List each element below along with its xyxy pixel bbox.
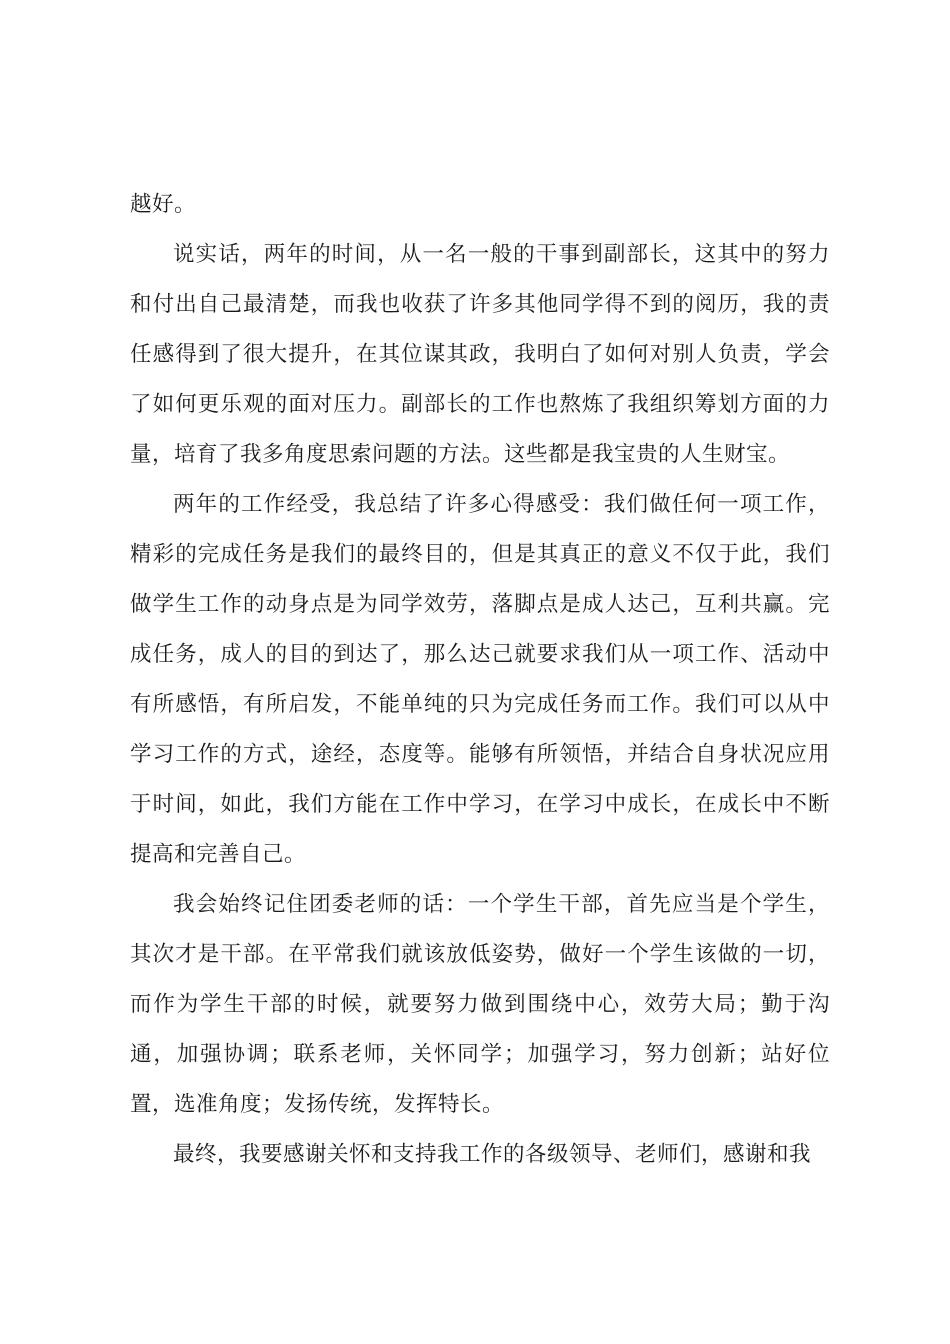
paragraph-advice: 我会始终记住团委老师的话：一个学生干部，首先应当是个学生，其次才是干部。在平常我们就该放低姿势，做好一个学生该做的一切，而作为学生干部的时候，就要努力做到围绕中心，效劳大局；勤于沟通，加强协调；联系老师，关怀同学；加强学习，努力创新；站好位置，选准角度；发扬传统，发挥特长。 (130, 892, 830, 1117)
paragraph-thanks: 最终，我要感谢关怀和支持我工作的各级领导、老师们，感谢和我 (173, 1142, 812, 1167)
document-body (130, 180, 830, 1180)
paragraph-experience: 两年的工作经受，我总结了许多心得感受：我们做任何一项工作，精彩的完成任务是我们的最终目的，但是其真正的意义不仅于此，我们做学生工作的动身点是为同学效劳，落脚点是成人达己，互利共赢。完成任务，成人的目的到达了，那么达己就要求我们从一项工作、活动中有所感悟，有所启发，不能单纯的只为完成任务而工作。我们可以从中学习工作的方式，途经，态度等。能够有所领悟，并结合自身状况应用于时间，如此，我们方能在工作中学习，在学习中成长，在成长中不断提高和完善自己。 (130, 492, 830, 867)
paragraph-continuation: 越好。 (130, 192, 197, 217)
paragraph-growth: 说实话，两年的时间，从一名一般的干事到副部长，这其中的努力和付出自己最清楚，而我也收获了许多其他同学得不到的阅历，我的责任感得到了很大提升，在其位谋其政，我明白了如何对别人负责，学会了如何更乐观的面对压力。副部长的工作也熬炼了我组织筹划方面的力量，培育了我多角度思索问题的方法。这些都是我宝贵的人生财宝。 (130, 242, 830, 467)
